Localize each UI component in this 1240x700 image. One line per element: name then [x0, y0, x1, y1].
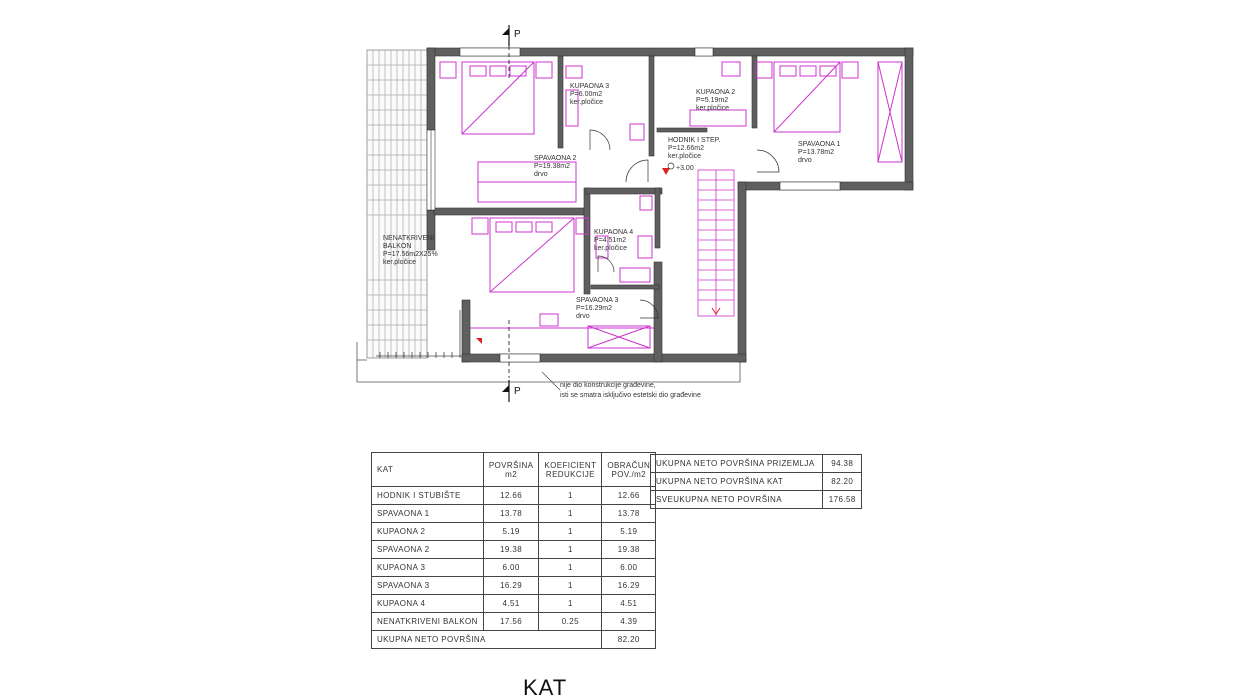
- summary-value: 82.20: [823, 473, 862, 491]
- table-row: [372, 523, 656, 541]
- windows: [427, 48, 840, 362]
- room-area: 12.66: [483, 487, 539, 505]
- header-povrsina-line1: POVRŠINA: [488, 460, 534, 470]
- table-row: [372, 541, 656, 559]
- header-obracun-line2: POV./m2: [611, 469, 647, 479]
- room-name: KUPAONA 4: [372, 595, 484, 613]
- room-label-kupaona-4: [594, 229, 633, 252]
- table-header-row: [372, 453, 656, 487]
- area-table: [371, 452, 656, 649]
- table-row: [372, 505, 656, 523]
- room-name: SPAVAONA 3: [372, 577, 484, 595]
- room-name: NENATKRIVENI BALKON: [372, 613, 484, 631]
- room-label-kupaona-2: [696, 89, 735, 112]
- header-kat: KAT: [372, 453, 484, 487]
- staircase: [698, 170, 734, 316]
- room-calculated-area: 5.19: [602, 523, 656, 541]
- svg-text:drvo: drvo: [798, 157, 812, 164]
- header-koeficient: [539, 453, 602, 487]
- room-coefficient: 1: [539, 541, 602, 559]
- room-calculated-area: 4.51: [602, 595, 656, 613]
- svg-text:+3.00: +3.00: [676, 165, 694, 172]
- svg-text:SPAVAONA 2: SPAVAONA 2: [534, 155, 577, 162]
- svg-text:P=16.29m2: P=16.29m2: [576, 305, 612, 312]
- header-povrsina: [483, 453, 539, 487]
- room-label-hodnik: [668, 137, 720, 172]
- room-label-kupaona-3: [570, 83, 609, 106]
- table-row: [372, 595, 656, 613]
- svg-text:ker.pločice: ker.pločice: [668, 153, 702, 160]
- room-area: 6.00: [483, 559, 539, 577]
- summary-row: [651, 491, 862, 509]
- room-area: 13.78: [483, 505, 539, 523]
- room-coefficient: 1: [539, 505, 602, 523]
- room-calculated-area: 12.66: [602, 487, 656, 505]
- room-calculated-area: 19.38: [602, 541, 656, 559]
- balcony-tiles: [367, 50, 427, 358]
- room-name: KUPAONA 3: [372, 559, 484, 577]
- room-area: 5.19: [483, 523, 539, 541]
- summary-label: SVEUKUPNA NETO POVRŠINA: [651, 491, 823, 509]
- room-label-spavaona-1: [798, 141, 841, 164]
- room-calculated-area: 4.39: [602, 613, 656, 631]
- section-marker-label: P: [514, 29, 521, 40]
- room-coefficient: 1: [539, 523, 602, 541]
- header-obracun-line1: OBRAČUN: [607, 460, 651, 470]
- header-koeficient-line2: REDUKCIJE: [545, 469, 595, 479]
- room-area: 19.38: [483, 541, 539, 559]
- room-area: 16.29: [483, 577, 539, 595]
- room-label-balkon: [383, 235, 438, 266]
- table-row: [372, 559, 656, 577]
- svg-text:P=13.78m2: P=13.78m2: [798, 149, 834, 156]
- table-total-row: [372, 631, 656, 649]
- table-row: [372, 487, 656, 505]
- svg-text:SPAVAONA 1: SPAVAONA 1: [798, 141, 841, 148]
- svg-text:drvo: drvo: [576, 313, 590, 320]
- door-marker: [662, 168, 670, 175]
- room-name: SPAVAONA 2: [372, 541, 484, 559]
- door-marker: [476, 338, 482, 344]
- svg-text:KUPAONA 4: KUPAONA 4: [594, 229, 634, 236]
- svg-text:P=6.00m2: P=6.00m2: [570, 91, 603, 98]
- room-label-spavaona-2: [534, 155, 577, 178]
- room-label-spavaona-3: [576, 297, 619, 320]
- svg-text:P=17.56m2X25%: P=17.56m2X25%: [383, 251, 438, 258]
- svg-text:KUPAONA 3: KUPAONA 3: [570, 83, 610, 90]
- level-marker: [668, 163, 674, 169]
- section-marker-label: P: [514, 386, 521, 397]
- svg-text:BALKON: BALKON: [383, 243, 412, 250]
- svg-text:drvo: drvo: [534, 171, 548, 178]
- room-coefficient: 1: [539, 577, 602, 595]
- summary-label: UKUPNA NETO POVRŠINA KAT: [651, 473, 823, 491]
- summary-value: 176.58: [823, 491, 862, 509]
- header-obracun: [602, 453, 656, 487]
- room-name: SPAVAONA 1: [372, 505, 484, 523]
- svg-text:SPAVAONA 3: SPAVAONA 3: [576, 297, 619, 304]
- room-calculated-area: 6.00: [602, 559, 656, 577]
- svg-text:NENATKRIVENI: NENATKRIVENI: [383, 235, 435, 242]
- summary-table: [650, 454, 862, 509]
- table-row: [372, 613, 656, 631]
- room-calculated-area: 13.78: [602, 505, 656, 523]
- table-row: [372, 577, 656, 595]
- svg-text:P=4.51m2: P=4.51m2: [594, 237, 627, 244]
- room-name: HODNIK I STUBIŠTE: [372, 487, 484, 505]
- room-area: 4.51: [483, 595, 539, 613]
- room-coefficient: 0.25: [539, 613, 602, 631]
- room-name: KUPAONA 2: [372, 523, 484, 541]
- room-area: 17.56: [483, 613, 539, 631]
- furniture: [440, 62, 902, 348]
- svg-text:KUPAONA 2: KUPAONA 2: [696, 89, 736, 96]
- summary-label: UKUPNA NETO POVRŠINA PRIZEMLJA: [651, 455, 823, 473]
- header-koeficient-line1: KOEFICIENT: [544, 460, 597, 470]
- svg-text:P=5.19m2: P=5.19m2: [696, 97, 729, 104]
- svg-text:ker.pločice: ker.pločice: [696, 105, 730, 112]
- svg-text:P=12.66m2: P=12.66m2: [668, 145, 704, 152]
- room-coefficient: 1: [539, 595, 602, 613]
- svg-text:ker.pločice: ker.pločice: [383, 259, 417, 266]
- room-coefficient: 1: [539, 487, 602, 505]
- summary-row: [651, 473, 862, 491]
- header-povrsina-line2: m2: [505, 469, 518, 479]
- summary-row: [651, 455, 862, 473]
- room-calculated-area: 16.29: [602, 577, 656, 595]
- svg-text:nije dio konstrukcije građevin: nije dio konstrukcije građevine,: [560, 382, 656, 389]
- svg-text:ker.pločice: ker.pločice: [594, 245, 628, 252]
- total-value: 82.20: [602, 631, 656, 649]
- room-coefficient: 1: [539, 559, 602, 577]
- total-label: UKUPNA NETO POVRŠINA: [372, 631, 602, 649]
- svg-text:P=19.38m2: P=19.38m2: [534, 163, 570, 170]
- svg-text:isti se smatra isključivo este: isti se smatra isključivo estetski dio građevine: [560, 392, 701, 399]
- plan-note: [560, 382, 701, 399]
- svg-text:ker.pločice: ker.pločice: [570, 99, 604, 106]
- summary-value: 94.38: [823, 455, 862, 473]
- floor-caption: KAT: [523, 675, 568, 700]
- svg-text:HODNIK I STEP.: HODNIK I STEP.: [668, 137, 721, 144]
